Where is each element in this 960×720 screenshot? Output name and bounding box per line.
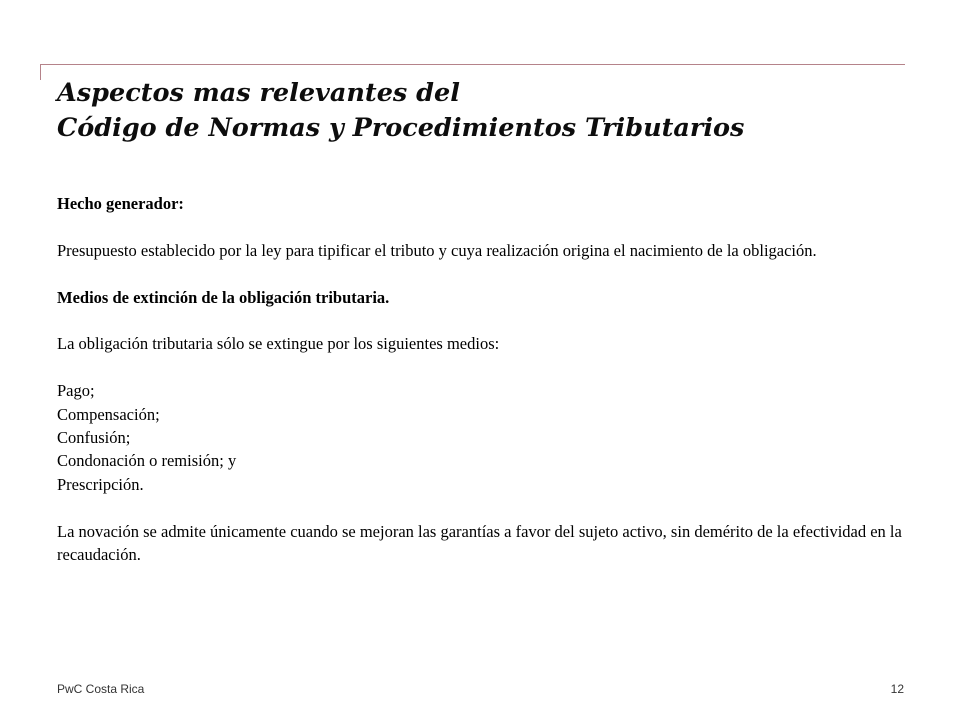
- spacer: [57, 356, 907, 379]
- list-item-pago: Pago;: [57, 381, 95, 401]
- heading-hecho-generador: Hecho generador:: [57, 194, 184, 213]
- list-item-prescripcion: Prescripción.: [57, 474, 144, 494]
- slide-body: [57, 192, 907, 566]
- list-item-confusion: Confusión;: [57, 428, 131, 447]
- page-number: 12: [890, 682, 904, 696]
- paragraph-hecho-generador: Presupuesto establecido por la ley para tipificar el tributo y cuya realización origina el nacimiento de la obligación.: [57, 240, 817, 260]
- spacer: [57, 496, 907, 519]
- slide-title-line-1: Aspectos mas relevantes del: [57, 78, 460, 108]
- spacer: [57, 215, 907, 238]
- list-item-condonacion: Condonación o remisión; y: [57, 451, 237, 471]
- slide-title: [57, 76, 744, 146]
- spacer: [57, 309, 907, 332]
- spacer: [57, 262, 907, 285]
- paragraph-medios-intro: La obligación tributaria sólo se extingue por los siguientes medios:: [57, 334, 500, 354]
- top-rule-tick: [40, 64, 41, 80]
- top-rule: [40, 64, 905, 65]
- slide-title-line-2: Código de Normas y Procedimientos Tributarios: [57, 113, 745, 143]
- heading-medios-extincion: Medios de extinción de la obligación tributaria.: [57, 287, 390, 307]
- footer-company: PwC Costa Rica: [57, 682, 145, 696]
- list-item-compensacion: Compensación;: [57, 404, 160, 424]
- paragraph-novacion: La novación se admite únicamente cuando se mejoran las garantías a favor del sujeto activo, sin demérito de la efectividad en la recaudación.: [57, 521, 902, 565]
